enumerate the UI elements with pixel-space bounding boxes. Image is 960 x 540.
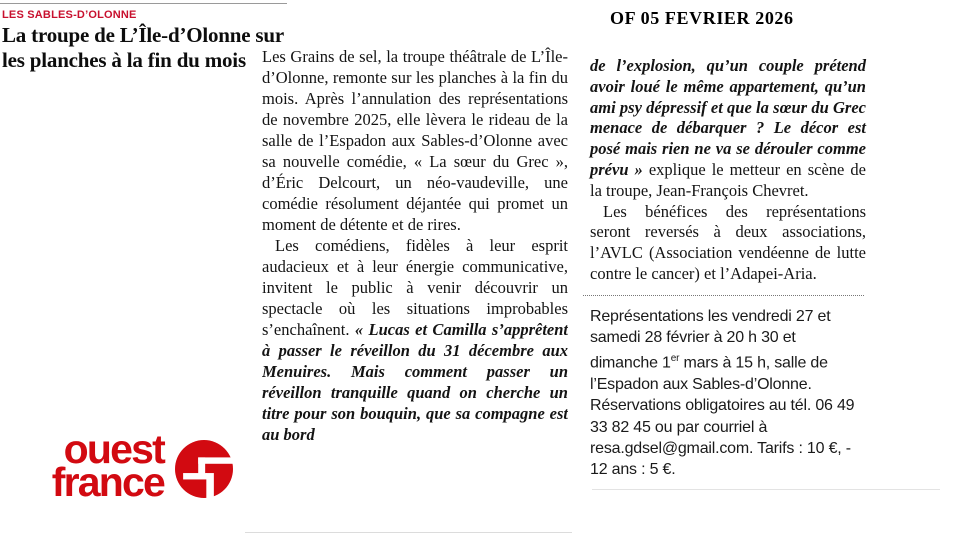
quote-attribution: explique le metteur en scène de la troupe, Jean-François Chevret. xyxy=(590,159,866,200)
article-headline xyxy=(2,23,292,73)
article-paragraph-2 xyxy=(262,235,568,445)
article-paragraph-1: Les Grains de sel, la troupe théâtrale de L’Île-d’Olonne, remonte sur les planches à la fin du mois. Après l’annulation des représentations de novembre 2025, elle lèvera le rideau de la salle de l’Espadon aux Sables-d’Olonne avec sa nouvelle comédie, « La sœur du Grec », d’Éric Delcourt, un néo-vaudeville, une comédie résolument déjantée qui promet un moment de détente et de rires. xyxy=(262,47,568,234)
article-kicker: LES SABLES-D’OLONNE xyxy=(2,9,137,21)
section-top-rule xyxy=(0,3,287,4)
quote-continuation: de l’explosion, qu’un couple prétend avoir loué le même appartement, qu’un ami psy dépressif et que la sœur du Grec menace de débarquer ? Le décor est posé mais rien ne va se dérouler comme prévu » xyxy=(590,56,866,179)
article-paragraph-3: Les bénéfices des représentations seront reversés à deux associations, l’AVLC (Association vendéenne de lutte contre le cancer) et l’Adapei-Aria. xyxy=(590,201,866,283)
headline-line-1: La troupe de L’Île-d’Olonne sur xyxy=(2,23,285,47)
practical-info-part-1: Représentations les vendredi 27 et samedi 28 février à 20 h 30 et dimanche 1 xyxy=(590,307,831,372)
quote-continuation-paragraph xyxy=(590,56,866,202)
paragraph-2-intro: Les comédiens, fidèles à leur esprit audacieux et à leur énergie communicative, invitent le public à venir découvrir un spectacle où les situations improbables s’enchaînent. xyxy=(262,236,568,339)
ordinal-superscript: er xyxy=(670,353,680,365)
right-column-bottom-rule xyxy=(592,489,940,490)
headline-line-2: les planches à la fin du mois xyxy=(2,48,246,72)
practical-info-block xyxy=(590,306,866,481)
practical-info-part-2: mars à 15 h, salle de l’Espadon aux Sables-d’Olonne. Réservations obligatoires au tél. 06 49 33 82 45 ou par courriel à resa.gdsel@gmail.com. Tarifs : 10 €, - 12 ans : 5 €. xyxy=(590,354,855,479)
middle-column-bottom-rule xyxy=(245,532,572,533)
logo-line-ouest: ouest xyxy=(63,426,164,472)
dotted-separator xyxy=(583,295,864,296)
ouest-france-logo-text xyxy=(24,426,164,505)
article-column-middle xyxy=(262,46,568,445)
article-column-right xyxy=(590,56,866,490)
ouest-france-logo-icon xyxy=(175,440,233,498)
logo-line-france: france xyxy=(51,459,164,505)
page-date-header: OF 05 FEVRIER 2026 xyxy=(610,8,794,28)
paragraph-2-quote: « Lucas et Camilla s’apprêtent à passer le réveillon du 31 décembre aux Menuires. Mais comment passer un réveillon tranquille quand on cherche un titre pour son bouquin, que sa compagne est au bord xyxy=(262,320,568,444)
